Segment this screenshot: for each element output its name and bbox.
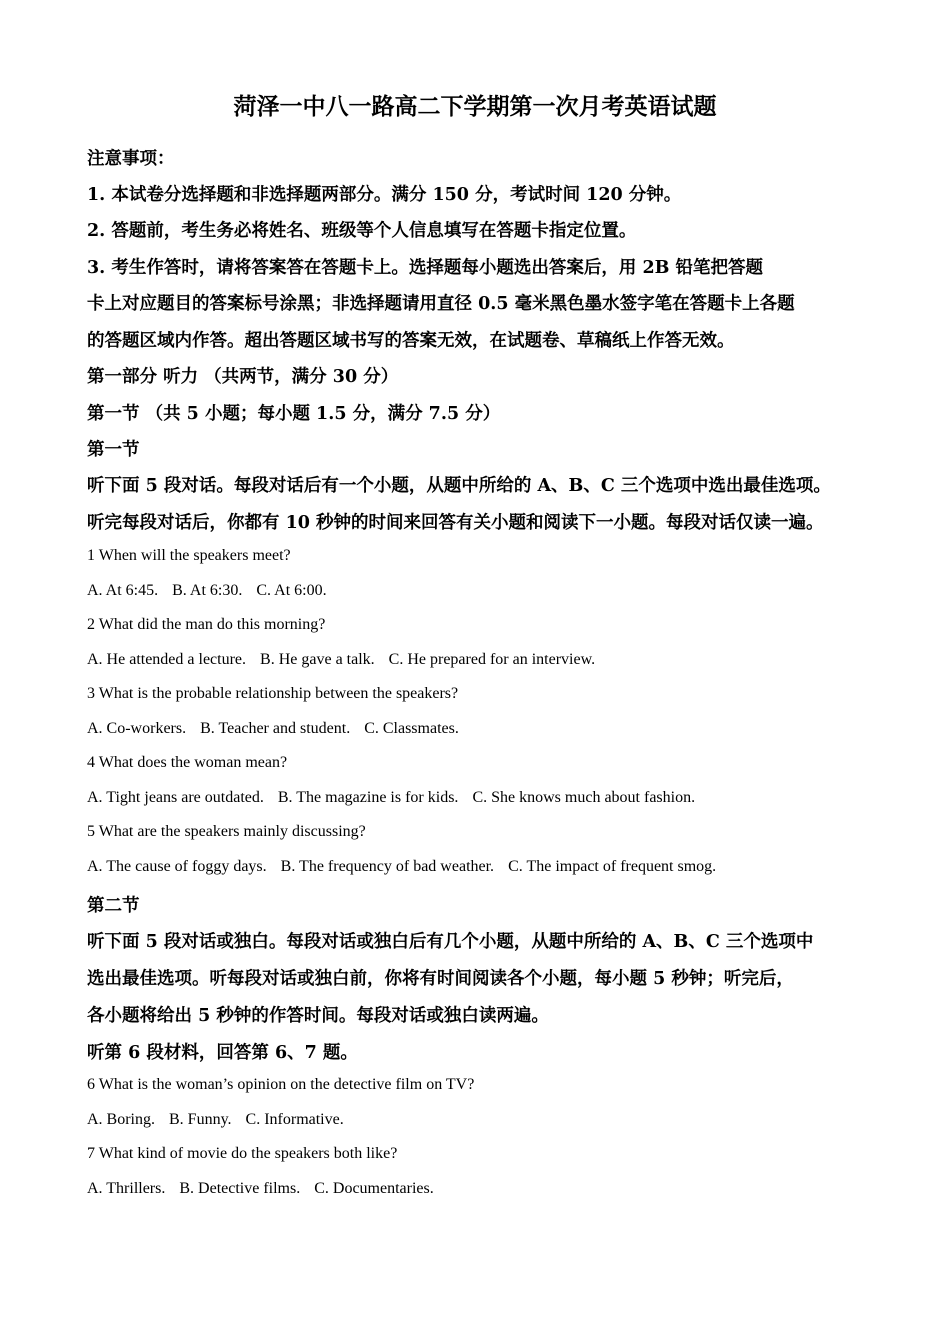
option-c: C. She knows much about fashion. bbox=[472, 789, 696, 806]
option-c: C. Informative. bbox=[245, 1111, 344, 1128]
option-c: C. At 6:00. bbox=[256, 582, 327, 599]
material-6-heading: 听第 6 段材料，回答第 6、7 题。 bbox=[87, 1043, 358, 1063]
question-1-options bbox=[87, 582, 341, 600]
part1-heading: 第一部分 听力 （共两节，满分 30 分） bbox=[87, 367, 399, 387]
notice-line-4: 卡上对应题目的答案标号涂黑；非选择题请用直径 0.5 毫米黑色墨水签字笔在答题卡上各题 bbox=[87, 294, 795, 314]
option-a: A. Boring. bbox=[87, 1111, 155, 1128]
question-2-options bbox=[87, 651, 609, 669]
option-a: A. At 6:45. bbox=[87, 582, 159, 599]
section2-instruction-2: 选出最佳选项。听每段对话或独白前，你将有时间阅读各个小题，每小题 5 秒钟；听完后， bbox=[87, 969, 794, 989]
option-c: C. He prepared for an interview. bbox=[388, 651, 596, 668]
page-title: 菏泽一中八一路高二下学期第一次月考英语试题 bbox=[233, 93, 717, 120]
option-c: C. The impact of frequent smog. bbox=[508, 858, 717, 875]
option-b: B. Teacher and student. bbox=[200, 720, 351, 737]
option-b: B. The frequency of bad weather. bbox=[280, 858, 495, 875]
question-4: 4 What does the woman mean? bbox=[87, 754, 288, 771]
section2-label: 第二节 bbox=[87, 896, 140, 916]
question-7: 7 What kind of movie do the speakers both like? bbox=[87, 1145, 398, 1162]
notice-line-5: 的答题区域内作答。超出答题区域书写的答案无效，在试题卷、草稿纸上作答无效。 bbox=[87, 331, 735, 351]
option-b: B. Detective films. bbox=[179, 1180, 301, 1197]
option-c: C. Documentaries. bbox=[314, 1180, 434, 1197]
question-3: 3 What is the probable relationship between the speakers? bbox=[87, 685, 459, 702]
question-4-options bbox=[87, 789, 709, 807]
notice-heading: 注意事项： bbox=[87, 149, 175, 169]
option-a: A. He attended a lecture. bbox=[87, 651, 247, 668]
option-b: B. The magazine is for kids. bbox=[277, 789, 459, 806]
notice-line-1: 1. 本试卷分选择题和非选择题两部分。满分 150 分，考试时间 120 分钟。 bbox=[87, 185, 682, 205]
question-5-options bbox=[87, 858, 730, 876]
option-a: A. Tight jeans are outdated. bbox=[87, 789, 264, 806]
section1-instruction-1: 听下面 5 段对话。每段对话后有一个小题，从题中所给的 A、B、C 三个选项中选出最佳选项。 bbox=[87, 476, 831, 496]
option-b: B. Funny. bbox=[169, 1111, 232, 1128]
option-b: B. At 6:30. bbox=[172, 582, 243, 599]
section1-instruction-2: 听完每段对话后，你都有 10 秒钟的时间来回答有关小题和阅读下一小题。每段对话仅读一遍。 bbox=[87, 513, 824, 533]
question-5: 5 What are the speakers mainly discussing? bbox=[87, 823, 366, 840]
question-6-options bbox=[87, 1111, 358, 1129]
option-a: A. Thrillers. bbox=[87, 1180, 166, 1197]
notice-line-2: 2. 答题前，考生务必将姓名、班级等个人信息填写在答题卡指定位置。 bbox=[87, 221, 637, 241]
option-b: B. He gave a talk. bbox=[260, 651, 375, 668]
question-2: 2 What did the man do this morning? bbox=[87, 616, 326, 633]
option-c: C. Classmates. bbox=[364, 720, 459, 737]
section1-heading: 第一节 （共 5 小题；每小题 1.5 分，满分 7.5 分） bbox=[87, 404, 501, 424]
section2-instruction-1: 听下面 5 段对话或独白。每段对话或独白后有几个小题，从题中所给的 A、B、C 三个选项中 bbox=[87, 932, 814, 952]
section2-instruction-3: 各小题将给出 5 秒钟的作答时间。每段对话或独白读两遍。 bbox=[87, 1006, 549, 1026]
question-1: 1 When will the speakers meet? bbox=[87, 547, 291, 564]
question-6: 6 What is the woman’s opinion on the detective film on TV? bbox=[87, 1076, 475, 1093]
option-a: A. Co-workers. bbox=[87, 720, 187, 737]
option-a: A. The cause of foggy days. bbox=[87, 858, 267, 875]
question-7-options bbox=[87, 1180, 448, 1198]
section1-label: 第一节 bbox=[87, 440, 140, 460]
notice-line-3: 3. 考生作答时，请将答案答在答题卡上。选择题每小题选出答案后，用 2B 铅笔把答题 bbox=[87, 258, 764, 278]
question-3-options bbox=[87, 720, 473, 738]
